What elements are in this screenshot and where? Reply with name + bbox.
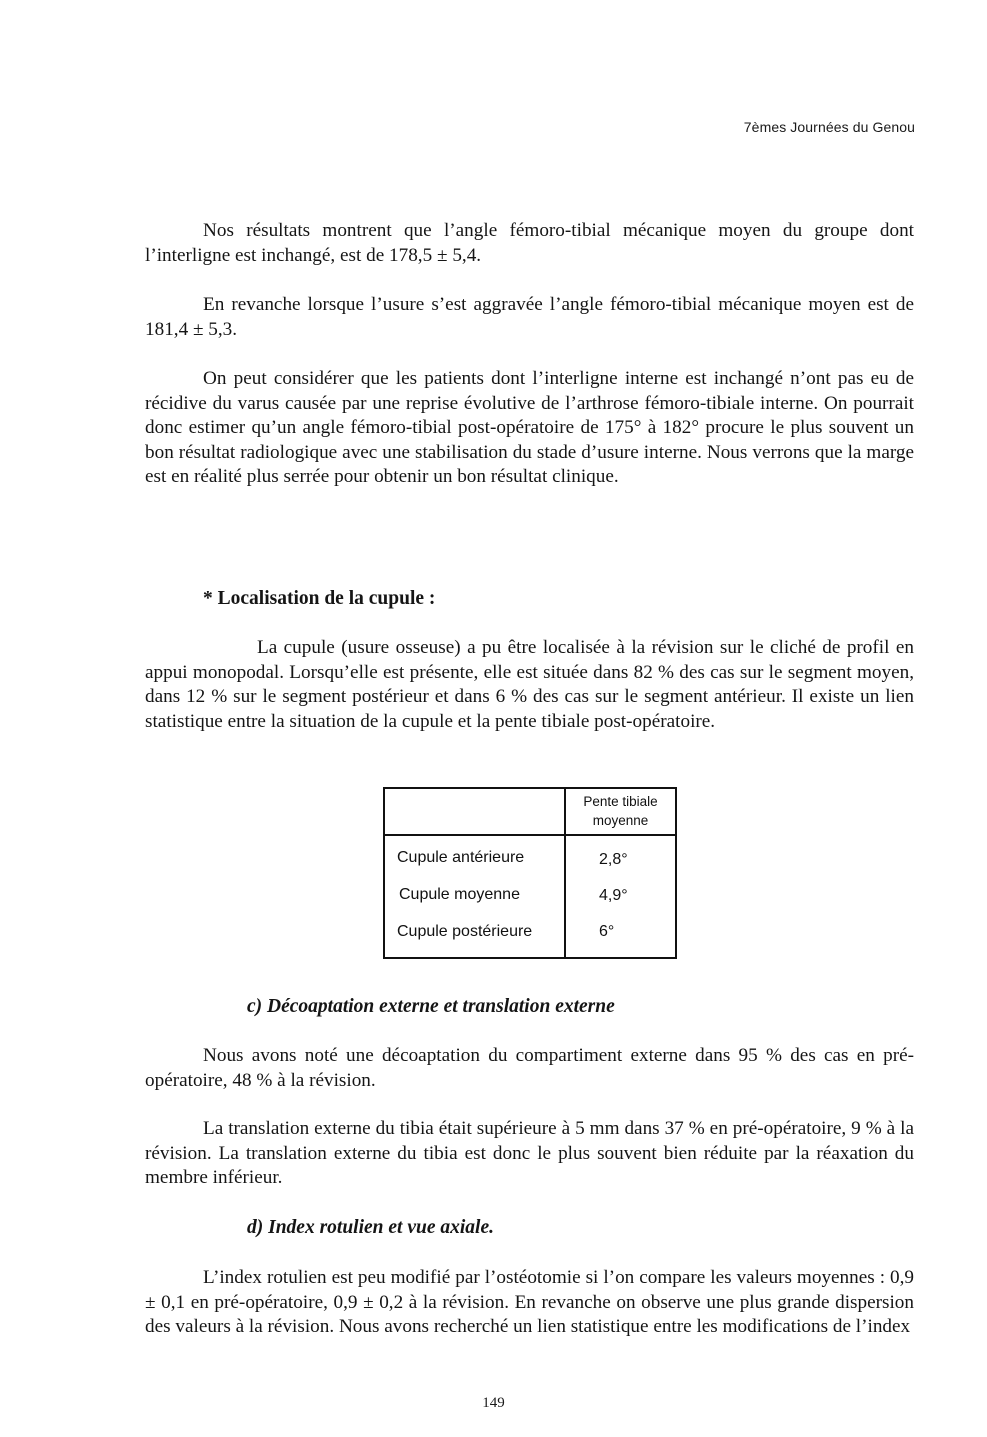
paragraph-text: En revanche lorsque l’usure s’est aggravée l’angle fémoro-tibial mécanique moyen est de 181,4 ± 5,3. [145, 294, 914, 340]
paragraph-index-rotulien [145, 1266, 914, 1340]
table-row-label: Cupule postérieure [397, 923, 533, 940]
running-header: 7èmes Journées du Genou [743, 119, 915, 135]
header-line-2: moyenne [592, 813, 649, 828]
table-header-pente-tibiale [566, 792, 675, 834]
heading-section-d: d) Index rotulien et vue axiale. [247, 1217, 494, 1238]
paragraph-interligne-interne [145, 367, 914, 490]
header-line-1: Pente tibiale [583, 794, 658, 809]
pente-tibiale-table [383, 787, 677, 959]
paragraph-text: La translation externe du tibia était supérieure à 5 mm dans 37 % en pré-opératoire, 9 % à la révision. La translation externe du tibia est donc le plus souvent bien réduite par la réaxation du membre inférieur. [145, 1118, 914, 1189]
paragraph-decoaptation [145, 1044, 914, 1093]
paragraph-text: On peut considérer que les patients dont l’interligne interne est inchangé n’ont pas eu de récidive du varus causée par une reprise évolutive de l’arthrose fémoro-tibiale interne. On pourrait donc estimer qu’un angle fémoro-tibial post-opératoire de 175° à 182° procure le plus souvent un bon résultat radiologique avec une stabilisation du stade d’usure interne. Nous verrons que la marge est en réalité plus serrée pour obtenir un bon résultat clinique. [145, 368, 914, 488]
table-header-divider [385, 834, 675, 836]
heading-section-c: c) Décoaptation externe et translation externe [247, 996, 615, 1017]
paragraph-angle-result [145, 219, 914, 268]
paragraph-translation-externe [145, 1117, 914, 1191]
table-row-label: Cupule moyenne [399, 886, 520, 903]
paragraph-text: Nos résultats montrent que l’angle fémoro-tibial mécanique moyen du groupe dont l’interligne est inchangé, est de 178,5 ± 5,4. [145, 220, 914, 266]
table-row-value: 4,9° [599, 887, 628, 904]
paragraph-text: Nous avons noté une décoaptation du compartiment externe dans 95 % des cas en pré-opératoire, 48 % à la révision. [145, 1045, 914, 1091]
paragraph-text: La cupule (usure osseuse) a pu être localisée à la révision sur le cliché de profil en appui monopodal. Lorsqu’elle est présente, elle est située dans 82 % des cas sur le segment moyen, dans 12 % sur le segment postérieur et dans 6 % des cas sur le segment antérieur. Il existe un lien statistique entre la situation de la cupule et la pente tibiale post-opératoire. [145, 637, 914, 732]
paragraph-usure-aggravee [145, 293, 914, 342]
heading-localisation-cupule: * Localisation de la cupule : [203, 588, 436, 609]
table-row-value: 6° [599, 923, 615, 940]
paragraph-cupule-localisation [145, 636, 914, 734]
table-row-value: 2,8° [599, 851, 628, 868]
paragraph-text: L’index rotulien est peu modifié par l’ostéotomie si l’on compare les valeurs moyennes : 0,9 ± 0,1 en pré-opératoire, 0,9 ± 0,2 à la révision. En revanche on observe une plus grande dispersion des valeurs à la révision. Nous avons recherché un lien statistique entre les modifications de l’index [145, 1267, 914, 1338]
table-row-label: Cupule antérieure [397, 849, 525, 866]
page-number: 149 [482, 1395, 505, 1411]
